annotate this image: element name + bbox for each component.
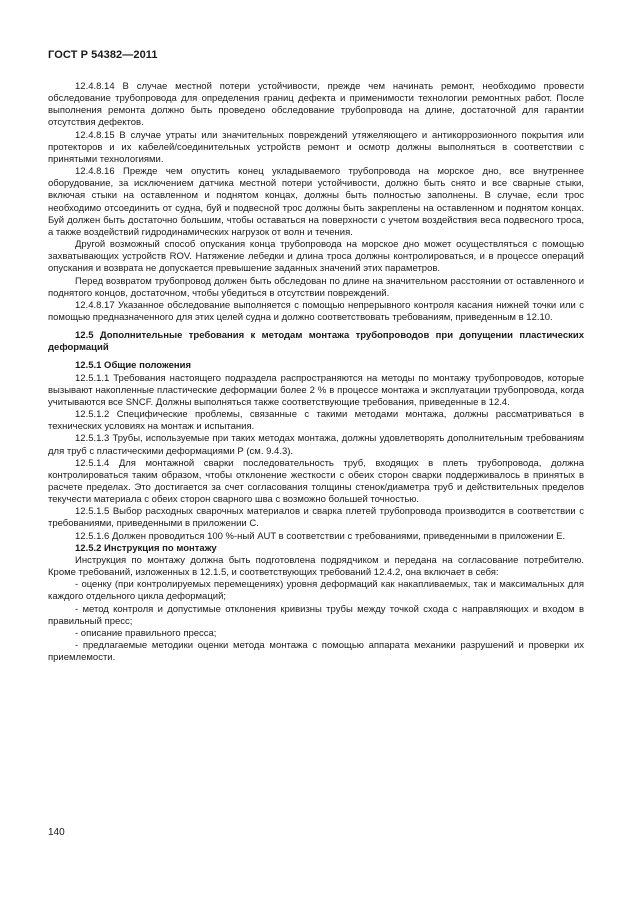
paragraph-12-4-8-15: 12.4.8.15 В случае утраты или значительных повреждений утяжеляющего и антикоррозионного покрытия или протекторов и их кабелей/соединительных устройств ремонт и осмотр должны выполняться в соответствии с принятыми технологиями. [48,129,584,165]
paragraph-12-4-8-16: 12.4.8.16 Прежде чем опустить конец укладываемого трубопровода на морское дно, все внутреннее оборудование, за исключением датчика местной потери устойчивости, должно быть снято и все сварные стыки, включая стыки на оставленном и поднятом концах, должны быть полностью заполнены. В случае, если трос необходимо отсоединить от судна, буй и подвесной трос должны быть закреплены на оставленном и поднятом концах. Буй должен быть достаточно большим, чтобы оставаться на поверхности с учетом воздействия веса подвесного троса, а также воздействий гидродинамических нагрузок от волн и течения. [48,166,584,238]
subsection-12-5-2-heading: 12.5.2 Инструкция по монтажу [75,542,217,554]
subsection-12-5-1-heading: 12.5.1 Общие положения [75,360,191,372]
section-12-5-heading: 12.5 Дополнительные требования к методам монтажа трубопроводов при допущении пластических деформаций [48,330,584,354]
document-code-header: ГОСТ Р 54382—2011 [48,49,158,61]
paragraph-12-4-8-17: 12.4.8.17 Указанное обследование выполняется с помощью непрерывного контроля касания нижней точки или с помощью предназначенного для этих целей судна и должно соответствовать требованиям, приведенным в 12.10. [48,299,584,323]
paragraph-12-5-1-2: 12.5.1.2 Специфические проблемы, связанные с такими методами монтажа, должны рассматриваться в технических условиях на монтаж и испытания. [48,409,584,433]
paragraph-12-5-1-4: 12.5.1.4 Для монтажной сварки последовательность труб, входящих в плеть трубопровода, должна контролироваться таким образом, чтобы отклонение жесткости с обеих сторон сварки поддерживалось в принятых в расчете пределах. Это достигается за счет согласования толщины стенок/диаметра труб и действительных пределов текучести материала с обеих сторон сварного шва с возможно большей точностью. [48,457,584,506]
list-item: - описание правильного пресса; [75,627,217,639]
document-body [48,81,584,664]
paragraph-12-5-1-5: 12.5.1.5 Выбор расходных сварочных материалов и сварка плетей трубопровода производится в соответствии с требованиями, приведенными в приложении С. [48,506,584,530]
paragraph-12-5-1-3: 12.5.1.3 Трубы, используемые при таких методах монтажа, должны удовлетворять дополнительным требованиям для труб с пластическими деформациями Р (см. 9.4.3). [48,433,584,457]
paragraph-12-5-1-1: 12.5.1.1 Требования настоящего подраздела распространяются на методы по монтажу трубопроводов, которые вызывают накопленные пластические деформации более 2 % в процессе монтажа и эксплуатации трубопровода, когда учитываются все SNCF. Должны выполняться также соответствующие требования, приведенные в 12.4. [48,372,584,408]
paragraph-12-5-1-6: 12.5.1.6 Должен проводиться 100 %-ный AUT в соответствии с требованиями, приведенными в приложении Е. [75,530,566,542]
paragraph-rov-lowering: Другой возможный способ опускания конца трубопровода на морское дно может осуществляться с помощью захватывающих устройств ROV. Натяжение лебедки и длина троса должны контролироваться, и в процессе операций опускания и возврата не допускается превышение заданных значений этих параметров. [48,239,584,275]
paragraph-inspection-before-return: Перед возвратом трубопровод должен быть обследован по длине на значительном расстоянии от оставленного и поднятого концов, достаточном, чтобы убедиться в отсутствии повреждений. [48,275,584,299]
paragraph-12-4-8-14: 12.4.8.14 В случае местной потери устойчивости, прежде чем начинать ремонт, необходимо провести обследование трубопровода для определения границ дефекта и применимости технологии ремонтных работ. После выполнения ремонта должно быть проведено обследование трубопровода на длине, достаточной для гарантии отсутствия дефектов. [48,81,584,129]
list-item: - предлагаемые методики оценки метода монтажа с помощью аппарата механики разрушений и проверки их приемлемости. [48,640,584,664]
list-item: - оценку (при контролируемых перемещениях) уровня деформаций как накапливаемых, так и максимальных для каждого отдельного цикла деформаций; [48,579,584,603]
page-number: 140 [48,827,65,838]
paragraph-12-5-2-intro: Инструкция по монтажу должна быть подготовлена подрядчиком и передана на согласование потребителю. Кроме требований, изложенных в 12.1.5, и соответствующих требований 12.4.2, она включает в себя: [48,554,584,579]
list-item: - метод контроля и допустимые отклонения кривизны трубы между точкой схода с направляющих и входом в правильный пресс; [48,603,584,627]
